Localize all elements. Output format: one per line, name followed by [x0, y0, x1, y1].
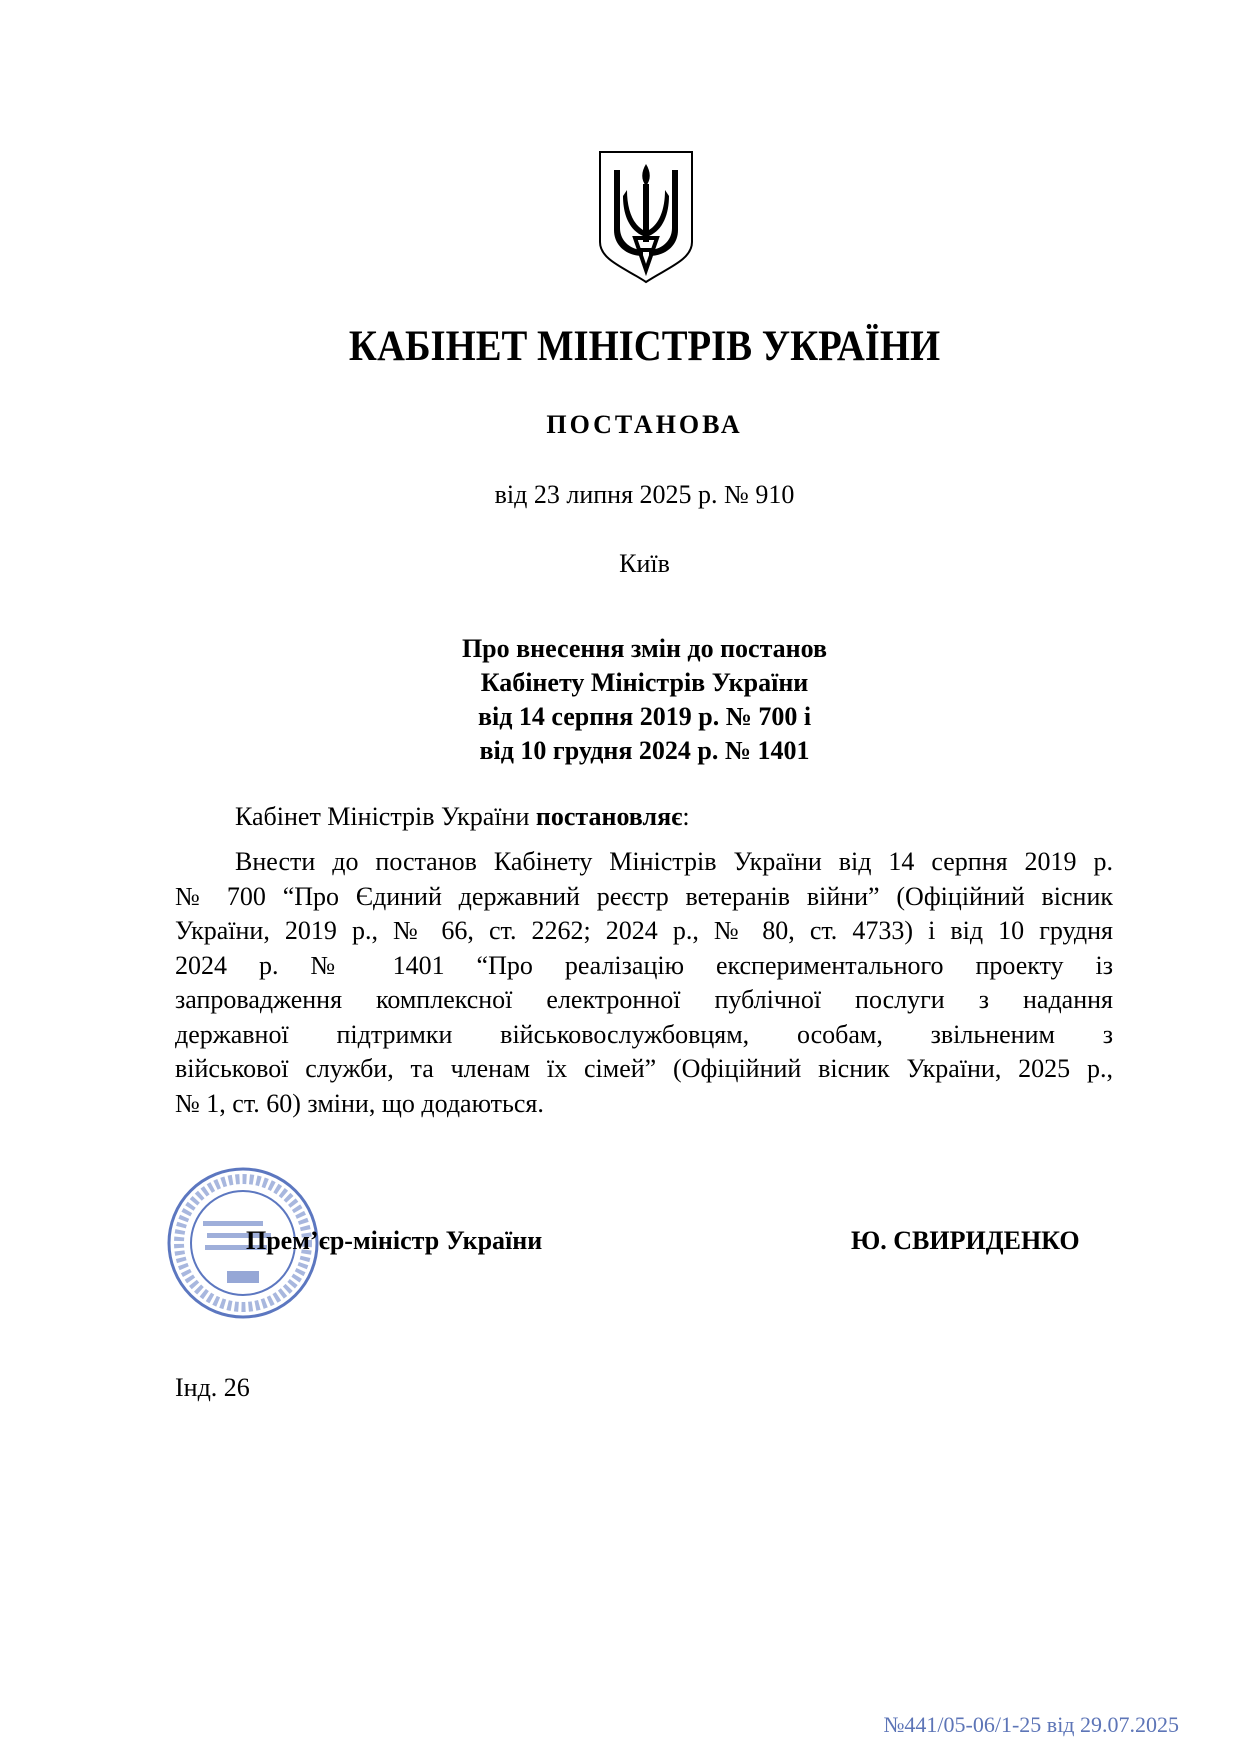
- signatory-position: Прем’єр-міністр України: [246, 1226, 543, 1255]
- subject-line: від 10 грудня 2024 р. № 1401: [479, 736, 810, 765]
- preamble: [235, 802, 690, 832]
- body-line: № 1, ст. 60) зміни, що додаються.: [175, 1088, 544, 1118]
- body-line: 2024 р. № 1401 “Про реалізацію експериментального проекту із: [175, 950, 1113, 980]
- body-line: державної підтримки військовослужбовцям, особам, звільненим з: [175, 1019, 1113, 1049]
- body-line: України, 2019 р., № 66, ст. 2262; 2024 р., № 80, ст. 4733) і від 10 грудня: [175, 916, 1113, 945]
- signatory-name: Ю. СВИРИДЕНКО: [851, 1226, 1080, 1255]
- subject-line: Кабінету Міністрів України: [480, 668, 809, 697]
- preamble-suffix: :: [682, 802, 690, 831]
- preamble-verb: постановляє: [535, 802, 683, 831]
- document-type: ПОСТАНОВА: [546, 410, 743, 439]
- document-subject: [0, 632, 1241, 768]
- resolution-body: [175, 845, 1113, 1121]
- document-index: Інд. 26: [175, 1373, 250, 1402]
- organization-title: КАБІНЕТ МІНІСТРІВ УКРАЇНИ: [348, 323, 941, 370]
- document-date-number: від 23 липня 2025 р. № 910: [494, 480, 795, 509]
- body-line: запровадження комплексної електронної публічної послуги з надання: [175, 985, 1113, 1014]
- preamble-text: Кабінет Міністрів України: [235, 802, 536, 831]
- document-city: Київ: [619, 549, 670, 578]
- trident-coat-of-arms-icon: [597, 150, 695, 284]
- body-line: Внести до постанов Кабінету Міністрів України від 14 серпня 2019 р.: [235, 847, 1113, 876]
- subject-line: Про внесення змін до постанов: [461, 634, 828, 663]
- body-line: № 700 “Про Єдиний державний реєстр ветеранів війни” (Офіційний вісник: [175, 881, 1113, 911]
- subject-line: від 14 серпня 2019 р. № 700 і: [477, 702, 812, 731]
- body-line: військової служби, та членам їх сімей” (Офіційний вісник України, 2025 р.,: [175, 1054, 1113, 1083]
- registration-stamp: №441/05-06/1-25 від 29.07.2025: [883, 1712, 1179, 1737]
